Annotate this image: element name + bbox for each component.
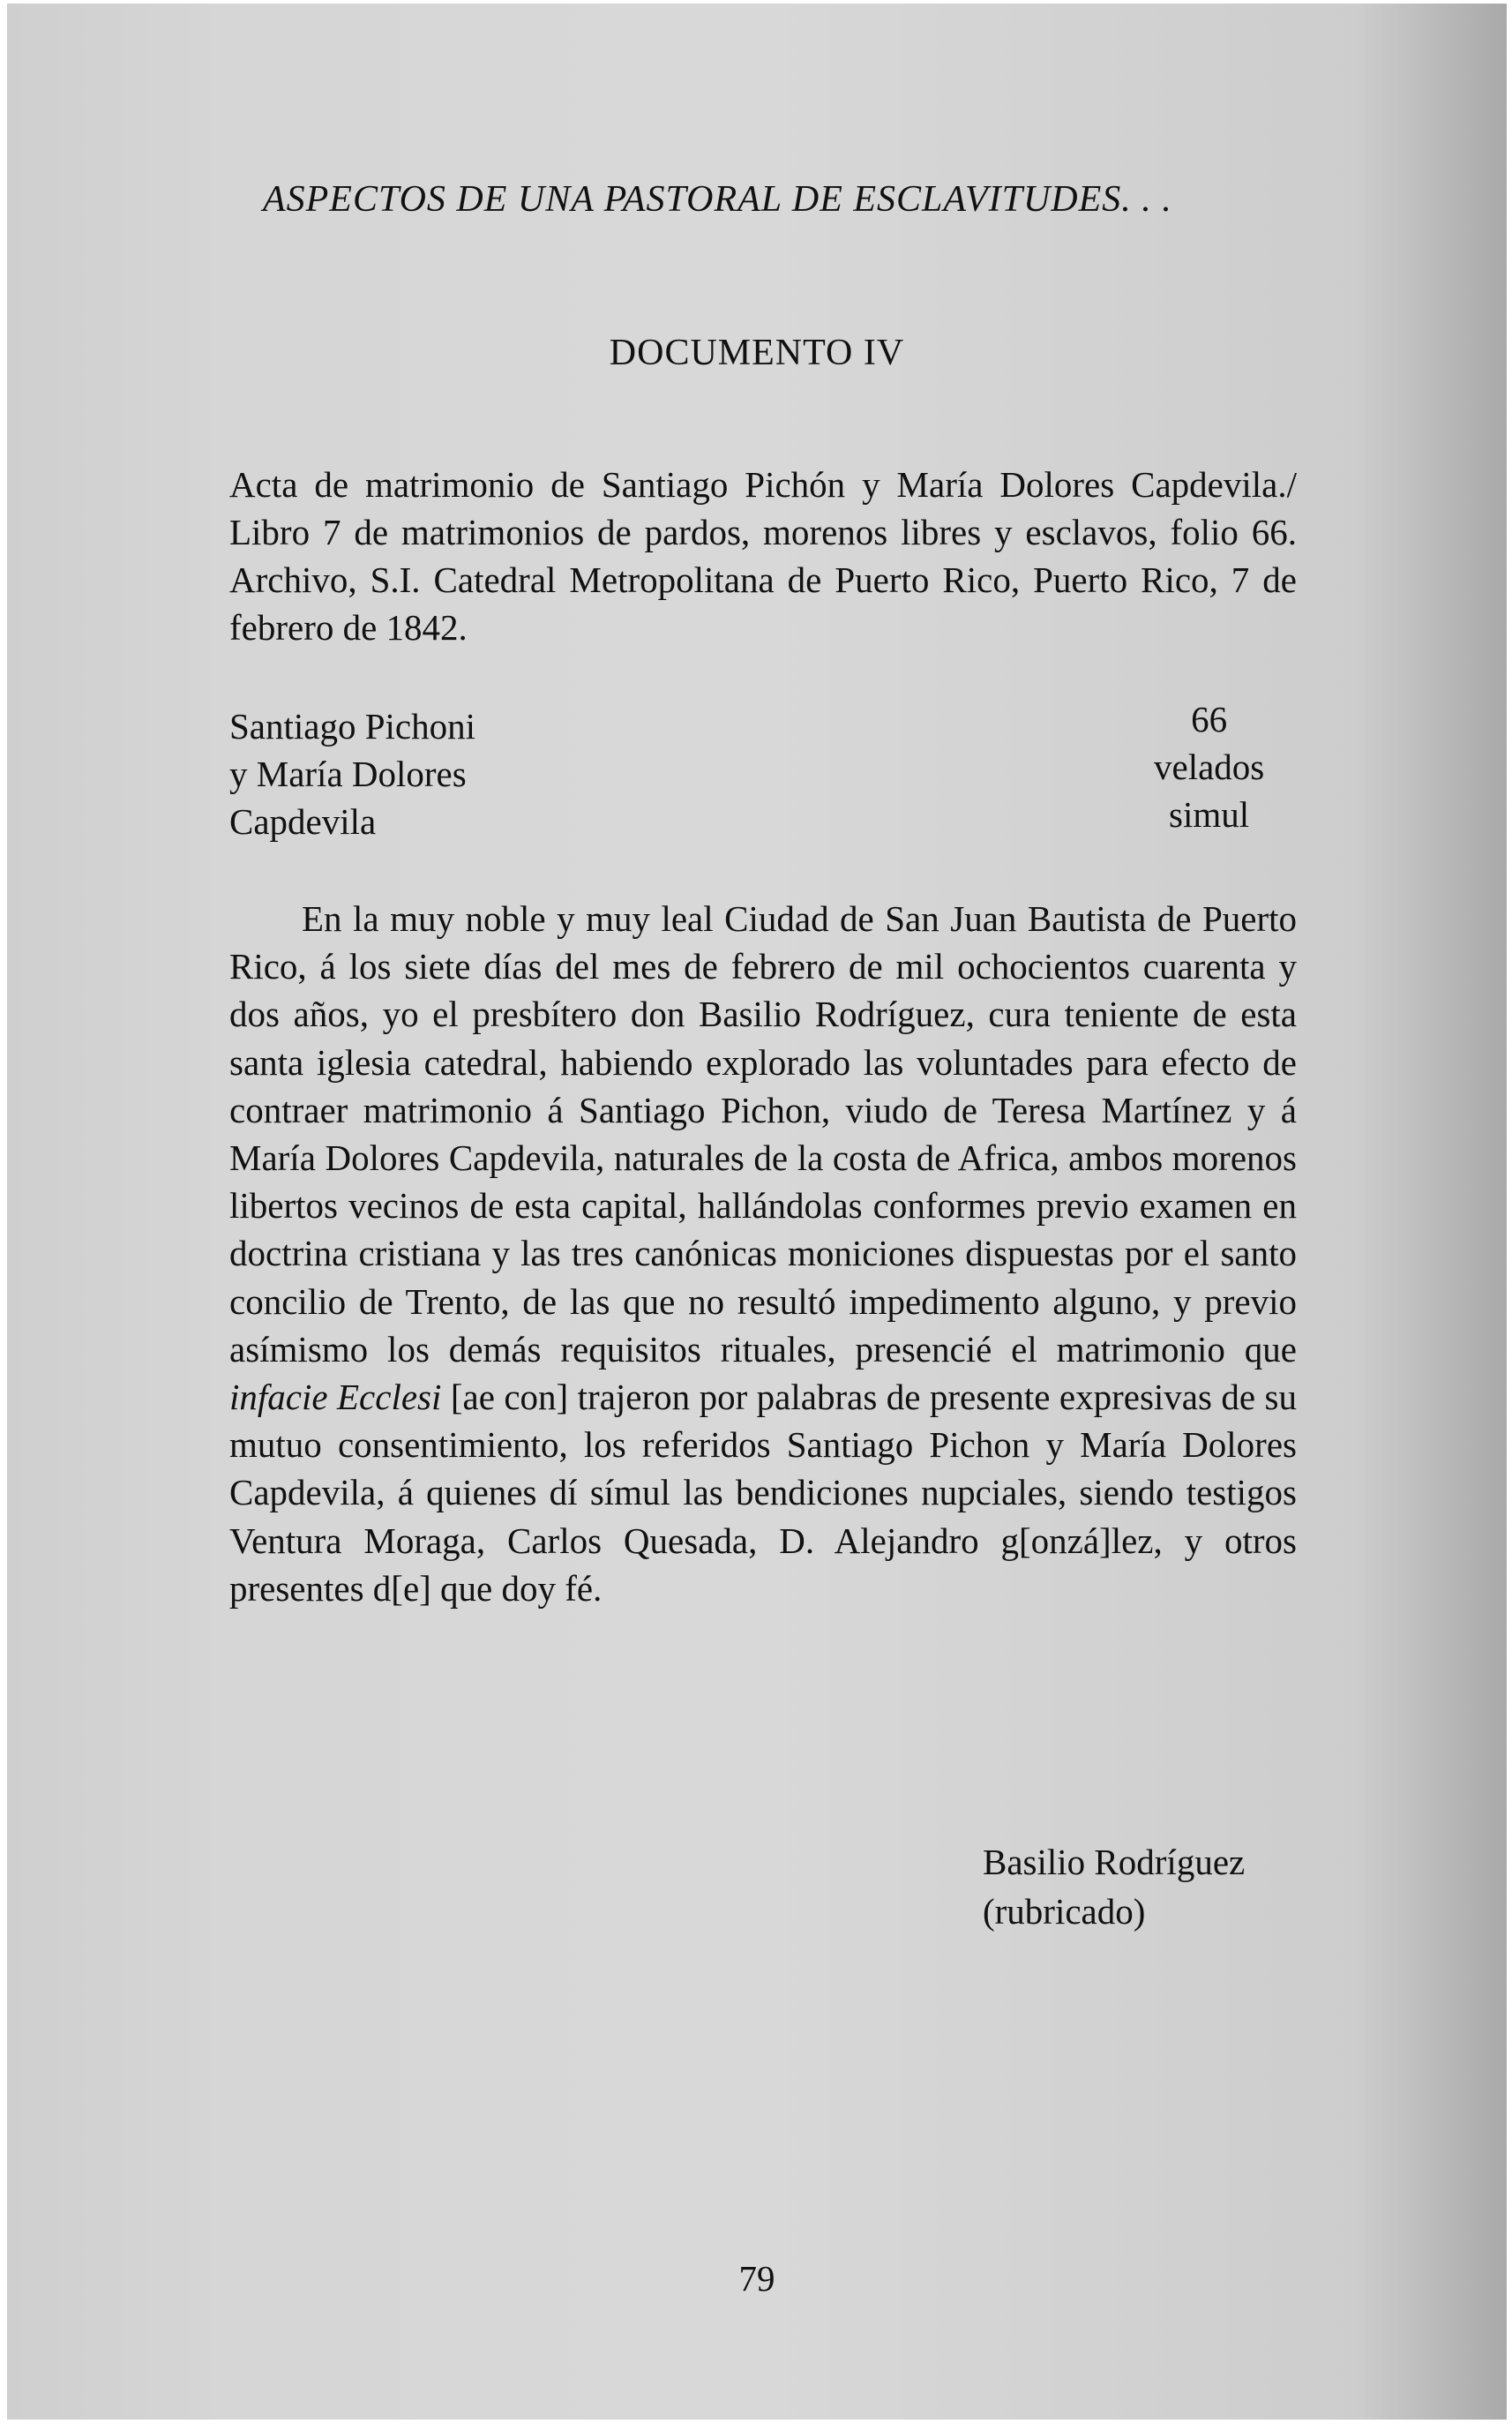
latin-phrase: infacie Ecclesi [229,1377,442,1418]
document-heading: DOCUMENTO IV [609,333,905,373]
margin-note-line-1: velados [1154,747,1265,787]
spouse-names-line-2: y María Dolores [229,754,467,794]
signature-block [983,1837,1245,1936]
folio-number: 66 [1191,699,1228,739]
spouse-names [229,702,475,845]
spouse-names-line-1: Santiago Pichoni [229,706,476,747]
body-text-part-1: En la muy noble y muy leal Ciudad de San Juan Bautista de Puerto Rico, á los siete días del mes de febrero de mil ochocientos cuarenta y dos años, yo el presbítero don Basilio Rodríguez, cura teniente de esta santa iglesia catedral, habiendo explorado las voluntades para efecto de contraer matrimonio á Santiago Pichon, viudo de Teresa Martínez y á María Dolores Capdevila, naturales de la costa de Africa, ambos morenos libertos vecinos de esta capital, hallándolas conformes previo examen en doctrina cristiana y las tres canónicas moniciones dispuestas por el santo concilio de Trento, de las que no resultó impedimento alguno, y previo asímismo los demás requisitos rituales, presencié el matrimonio que [229,898,1297,1370]
intro-paragraph: Acta de matrimonio de Santiago Pichón y María Dolores Capdevila./ Libro 7 de matrimonios de pardos, morenos libres y esclavos, folio 66. Archivo, S.I. Catedral Metropolitana de Puerto Rico, Puerto Rico, 7 de febrero de 1842. [229,464,1297,648]
document-page [7,4,1507,2420]
signatory-name: Basilio Rodríguez [983,1842,1246,1882]
margin-note-line-2: simul [1169,794,1250,835]
spouse-names-line-3: Capdevila [229,801,377,842]
body-paragraph [229,895,1297,1612]
running-head: ASPECTOS DE UNA PASTORAL DE ESCLAVITUDES. . . [263,179,1172,220]
margin-note [1154,695,1264,838]
signature-note: (rubricado) [983,1891,1146,1932]
body-text-part-2: [ae con] trajeron por palabras de presente expresivas de su mutuo consentimiento, los referidos Santiago Pichon y María Dolores Capdevila, á quienes dí símul las bendiciones nupciales, siendo testigos Ventura Moraga, Carlos Quesada, D. Alejandro g[onzá]lez, y otros presentes d[e] que doy fé. [229,1377,1298,1609]
page-number: 79 [738,2258,775,2299]
